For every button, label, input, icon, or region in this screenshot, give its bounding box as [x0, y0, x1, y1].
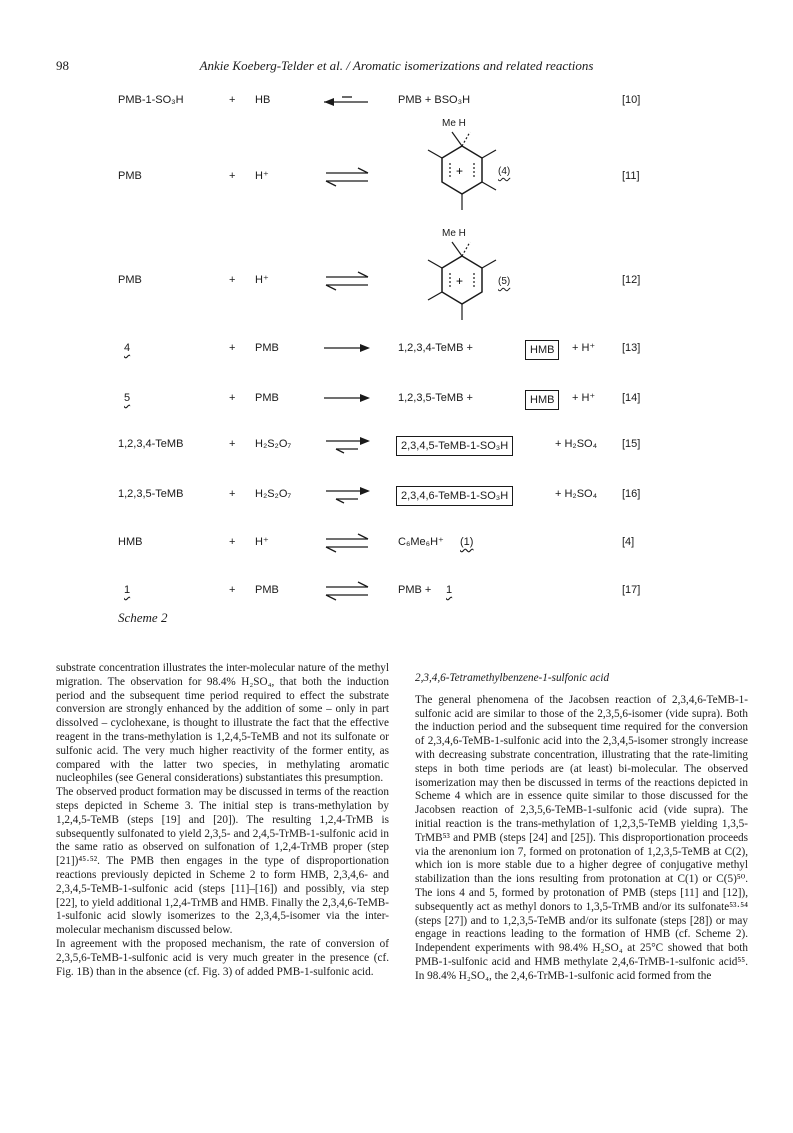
equation-number: [17]	[622, 584, 641, 596]
paragraph: The general phenomena of the Jacobsen reaction of 2,3,4,6-TeMB-1-sulfonic acid are similar to those of the 2,3,5,6-isomer (vide supra). Both the induction period and the subsequent time required for the conversion of 2,3,4,6-TeMB-1-sulfonic acid into the 2,3,4,5-isomer strongly increase with decreasing substrate concentration, illustrating that the rate-limiting steps in both time periods are (at least) bi-molecular. The observed isomerization may then be discussed in terms of the reactions depicted in Scheme 4 which are in essence quite similar to those discussed for the Jacobsen reaction of 2,3,5,6-TeMB-1-sulfonic acid (vide supra). The initial reaction is the trans-methylation of 1,2,3,5-TeMB yielding 1,3,5-TrMB⁵³ and PMB (steps [24] and [25]). This disproportionation proceeds via the arenonium ion 7, formed on protonation of 1,2,3,5-TeMB at C(2), which ion is more stable due to a higher degree of conjugative methyl stabilization than the ions resulting from protonation at C(1) or C(5)⁵⁰. The ions 4 and 5, formed by protonation of PMB (steps [11] and [12]), subsequently act as methyl donors to 1,3,5-TrMB and/or its sulfonate⁵³·⁵⁴ (steps [27]) and to 1,2,3,5-TeMB and/or its sulfonate (steps [28]) or may engage in reactions leading to the formation of HMB (cf. Scheme 2). Independent experiments with 98.4% H₂SO₄ at 25°C showed that both PMB-1-sulfonic acid and HMB methylate 2,4,6-TrMB-1-sulfonic acid⁵⁵. In 98.4% H₂SO₄, the 2,4,6-TrMB-1-sulfonic acid formed from the	[415, 693, 748, 982]
equilibrium-arrow-icon	[322, 270, 372, 292]
equation-number: [4]	[622, 536, 635, 548]
reagent: H⁺	[255, 274, 269, 286]
equilibrium-arrow-icon	[322, 166, 372, 188]
paragraph: The observed product formation may be discussed in terms of the reaction steps depicted in Scheme 3. The initial step is trans-methylation by 1,2,4,5-TeMB (steps [19] and [20]). The resulting 1,2,4-TrMB is subsequently sulfonated to yield 2,3,5- and 2,4,5-TrMB-1-sulfonic acid in the same ratio as observed on sulfonation of 1,2,4-TrMB proper (step [21])⁴⁵·⁵². The PMB then engages in the type of disproportionation reactions previously depicted in Scheme 2 to form HMB, 2,3,4,6- and 2,3,4,5-TeMB-1-sulfonic acid (steps [11]–[16]) and possibly, via step [22], to yield additional 1,2,4-TrMB and HMB. Finally the 2,3,4,6-TeMB-1-sulfonic acid slowly isomerizes to the 2,3,4,5-isomer via the inter-molecular mechanism discussed below.	[56, 786, 389, 937]
reactant: HMB	[118, 536, 143, 548]
scheme-row-10	[0, 92, 793, 122]
scheme-row-14	[0, 390, 793, 420]
plus-sign: +	[229, 536, 236, 548]
product: PMB + BSO₃H	[398, 94, 471, 106]
boxed-product: HMB	[525, 390, 559, 410]
arenonium-ring-icon	[420, 118, 530, 213]
product-tail: + H⁺	[572, 342, 596, 354]
compound-label: (4)	[498, 166, 511, 177]
product-tail: + H₂SO₄	[555, 438, 598, 450]
scheme-caption: Scheme 2	[118, 610, 168, 625]
equation-number: [12]	[622, 274, 641, 286]
product-tail: + H₂SO₄	[555, 488, 598, 500]
reagent: H₂S₂O₇	[255, 488, 292, 500]
equation-number: [16]	[622, 488, 641, 500]
forward-arrow-icon	[322, 338, 372, 358]
equilibrium-arrow-icon	[322, 484, 372, 506]
equation-number: [13]	[622, 342, 641, 354]
running-title: Ankie Koeberg-Telder et al. / Aromatic isomerizations and related reactions	[199, 58, 594, 73]
scheme-row-13	[0, 340, 793, 370]
equilibrium-arrow-icon	[322, 580, 372, 602]
svg-text:+: +	[456, 274, 464, 288]
boxed-product: HMB	[525, 340, 559, 360]
compound-label: 1	[446, 584, 453, 596]
plus-sign: +	[229, 274, 236, 286]
reagent: H⁺	[255, 536, 269, 548]
reactant: 1	[124, 584, 131, 596]
plus-sign: +	[229, 392, 236, 404]
reagent: PMB	[255, 584, 279, 596]
equilibrium-arrow-icon	[322, 532, 372, 554]
reactant: 1,2,3,4-TeMB	[118, 438, 184, 450]
reverse-arrow-icon	[322, 90, 372, 110]
compound-label: (5)	[498, 276, 511, 287]
reactant: 4	[124, 342, 131, 354]
product-tail: + H⁺	[572, 392, 596, 404]
equation-number: [11]	[622, 170, 640, 182]
scheme-row-12	[0, 272, 793, 302]
scheme-row-17	[0, 582, 793, 612]
product: 1,2,3,4-TeMB +	[398, 342, 473, 354]
right-column	[415, 662, 748, 984]
forward-arrow-icon	[322, 388, 372, 408]
plus-sign: +	[229, 170, 236, 182]
scheme-row-15	[0, 436, 793, 466]
reactant: 1,2,3,5-TeMB	[118, 488, 184, 500]
scheme-row-16	[0, 486, 793, 516]
reagent: HB	[255, 94, 271, 106]
product: C₆Me₆H⁺	[398, 536, 444, 548]
plus-sign: +	[229, 342, 236, 354]
equation-number: [10]	[622, 94, 641, 106]
boxed-product: 2,3,4,5-TeMB-1-SO₃H	[396, 436, 513, 456]
reactant: PMB	[118, 274, 142, 286]
equilibrium-arrow-icon	[322, 434, 372, 456]
product: 1,2,3,5-TeMB +	[398, 392, 473, 404]
left-column	[56, 662, 389, 979]
scheme-row-11	[0, 168, 793, 198]
plus-sign: +	[229, 488, 236, 500]
section-title: 2,3,4,6-Tetramethylbenzene-1-sulfonic acid	[415, 672, 610, 684]
reagent: H⁺	[255, 170, 269, 182]
plus-sign: +	[229, 584, 236, 596]
scheme-row-4	[0, 534, 793, 564]
boxed-product: 2,3,4,6-TeMB-1-SO₃H	[396, 486, 513, 506]
plus-sign: +	[229, 94, 236, 106]
equation-number: [14]	[622, 392, 641, 404]
paragraph: substrate concentration illustrates the inter-molecular nature of the methyl migration. The observation for 98.4% H₂SO₄, that both the induction period and the subsequent time period required to effect the substrate conversion are strongly enhanced by the addition of some – only in part dissolved – cyclohexane, is thought to illustrate the fact that the effective reagent in the trans-methylation is 1,2,4,5-TeMB and not its sulfonate or sulfonic acid. The very much higher reactivity of the former entity, as compared with the latter two species, in methylating aromatic nucleophiles (see General considerations) substantiates this presumption.	[56, 662, 389, 785]
compound-label: (1)	[460, 536, 474, 548]
equation-number: [15]	[622, 438, 641, 450]
arenonium-ion-5-structure	[420, 228, 530, 323]
reagent: PMB	[255, 342, 279, 354]
struct-substituent-label: Me H	[442, 118, 466, 129]
paragraph: In agreement with the proposed mechanism, the rate of conversion of 2,3,5,6-TeMB-1-sulfonic acid is very much greater in the presence (cf. Fig. 1B) than in the absence (cf. Fig. 3) of added PMB-1-sulfonic acid.	[56, 937, 389, 978]
plus-sign: +	[229, 438, 236, 450]
reactant: 5	[124, 392, 131, 404]
reactant: PMB	[118, 170, 142, 182]
reactant: PMB-1-SO₃H	[118, 94, 184, 106]
reagent: PMB	[255, 392, 279, 404]
product: PMB +	[398, 584, 432, 596]
svg-text:+: +	[456, 164, 464, 178]
page-number: 98	[56, 58, 69, 73]
struct-substituent-label: Me H	[442, 228, 466, 239]
arenonium-ring-icon	[420, 228, 530, 323]
reagent: H₂S₂O₇	[255, 438, 292, 450]
arenonium-ion-4-structure	[420, 118, 530, 213]
